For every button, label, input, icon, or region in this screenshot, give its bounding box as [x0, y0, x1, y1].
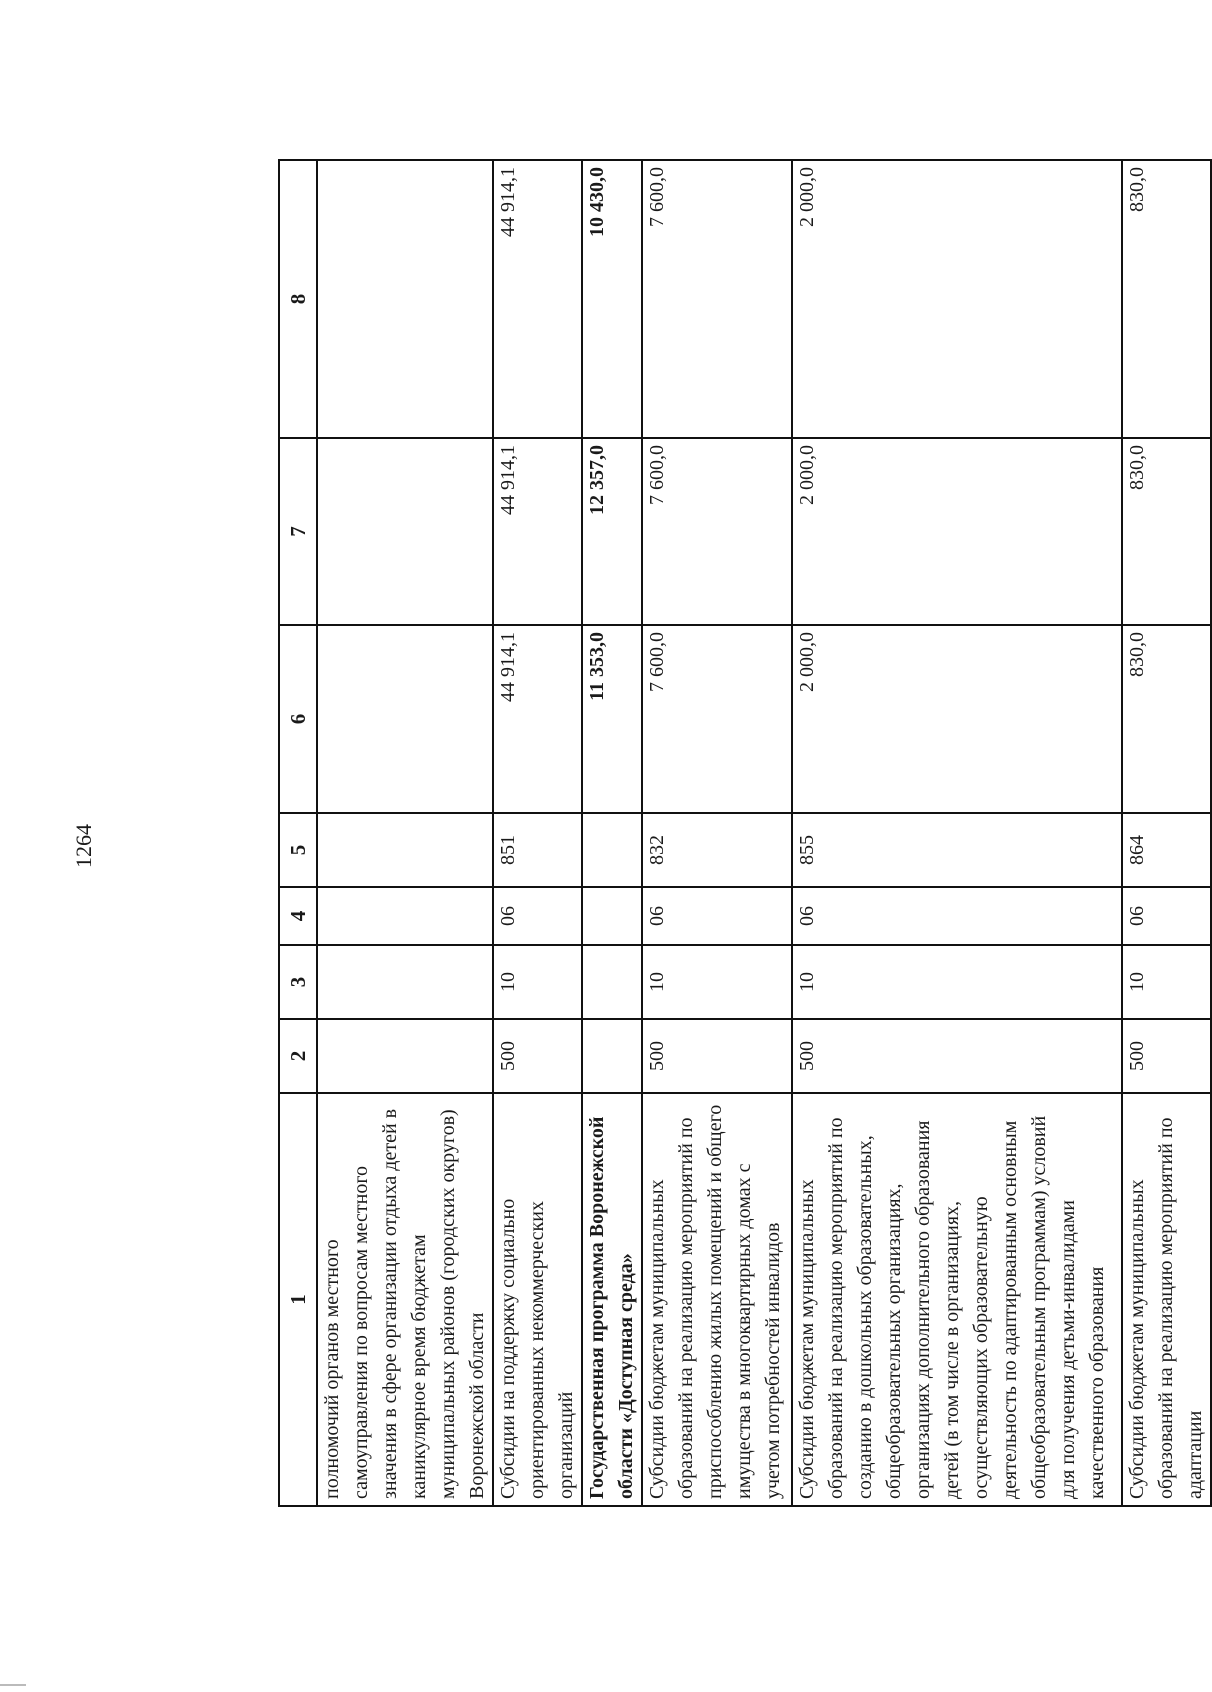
row-description: полномочий органов местного самоуправления по вопросам местного значения в сфере организации отдыха детей в каникулярное время бюджетам муниципальных районов (городских округов) Воронежской области	[317, 1093, 493, 1506]
cell-col-5: 851	[493, 813, 582, 887]
table-row	[493, 160, 582, 1506]
cell-col-6: 7 600,0	[642, 625, 792, 813]
cell-col-5: 864	[1122, 813, 1211, 887]
cell-col-4: 06	[493, 887, 582, 945]
cell-col-4	[582, 887, 642, 945]
cell-col-6: 2 000,0	[792, 625, 1122, 813]
cell-col-4: 06	[1122, 887, 1211, 945]
scan-mark	[0, 1684, 26, 1686]
cell-col-8: 830,0	[1122, 160, 1211, 438]
column-header-4: 4	[279, 887, 317, 945]
cell-col-3	[582, 945, 642, 1019]
page-number: 1264	[71, 824, 96, 868]
cell-col-5: 855	[792, 813, 1122, 887]
cell-col-7: 44 914,1	[493, 438, 582, 625]
budget-table-container	[278, 161, 1206, 1507]
cell-col-8: 2 000,0	[792, 160, 1122, 438]
table-row-program	[582, 160, 642, 1506]
table-row	[792, 160, 1122, 1506]
cell-col-3: 10	[1122, 945, 1211, 1019]
budget-table	[278, 159, 1212, 1507]
cell-col-4: 06	[642, 887, 792, 945]
column-header-3: 3	[279, 945, 317, 1019]
cell-col-6: 44 914,1	[493, 625, 582, 813]
cell-col-8	[317, 160, 493, 438]
column-header-6: 6	[279, 625, 317, 813]
cell-col-6: 830,0	[1122, 625, 1211, 813]
cell-col-2: 500	[1122, 1019, 1211, 1093]
row-description: Субсидии бюджетам муниципальных образований на реализацию мероприятий по приспособлению жилых помещений и общего имущества в многоквартирных домах с учетом потребностей инвалидов	[642, 1093, 792, 1506]
cell-col-2	[582, 1019, 642, 1093]
column-header-7: 7	[279, 438, 317, 625]
table-row	[1122, 160, 1211, 1506]
cell-col-7: 12 357,0	[582, 438, 642, 625]
cell-col-3	[317, 945, 493, 1019]
cell-col-2: 500	[792, 1019, 1122, 1093]
row-description: Субсидии на поддержку социально ориентированных некоммерческих организаций	[493, 1093, 582, 1506]
cell-col-3: 10	[642, 945, 792, 1019]
cell-col-4	[317, 887, 493, 945]
cell-col-2: 500	[493, 1019, 582, 1093]
column-header-5: 5	[279, 813, 317, 887]
cell-col-8: 44 914,1	[493, 160, 582, 438]
cell-col-3: 10	[792, 945, 1122, 1019]
cell-col-5: 832	[642, 813, 792, 887]
cell-col-8: 10 430,0	[582, 160, 642, 438]
cell-col-6: 11 353,0	[582, 625, 642, 813]
table-row	[317, 160, 493, 1506]
cell-col-7: 7 600,0	[642, 438, 792, 625]
cell-col-4: 06	[792, 887, 1122, 945]
cell-col-7: 830,0	[1122, 438, 1211, 625]
row-description: Государственная программа Воронежской области «Доступная среда»	[582, 1093, 642, 1506]
table-header-row	[279, 160, 317, 1506]
cell-col-6	[317, 625, 493, 813]
cell-col-7	[317, 438, 493, 625]
cell-col-2: 500	[642, 1019, 792, 1093]
cell-col-5	[317, 813, 493, 887]
cell-col-8: 7 600,0	[642, 160, 792, 438]
column-header-1: 1	[279, 1093, 317, 1506]
cell-col-3: 10	[493, 945, 582, 1019]
table-row	[642, 160, 792, 1506]
cell-col-2	[317, 1019, 493, 1093]
row-description: Субсидии бюджетам муниципальных образований на реализацию мероприятий по адаптации	[1122, 1093, 1211, 1506]
column-header-8: 8	[279, 160, 317, 438]
cell-col-5	[582, 813, 642, 887]
row-description: Субсидии бюджетам муниципальных образований на реализацию мероприятий по созданию в дошкольных образовательных, общеобразовательных организациях, организациях дополнительного образования детей (в том числе в организациях, осуществляющих образовательную деятельность по адаптированным основным общеобразовательным программам) условий для получения детьми-инвалидами качественного образования	[792, 1093, 1122, 1506]
column-header-2: 2	[279, 1019, 317, 1093]
cell-col-7: 2 000,0	[792, 438, 1122, 625]
